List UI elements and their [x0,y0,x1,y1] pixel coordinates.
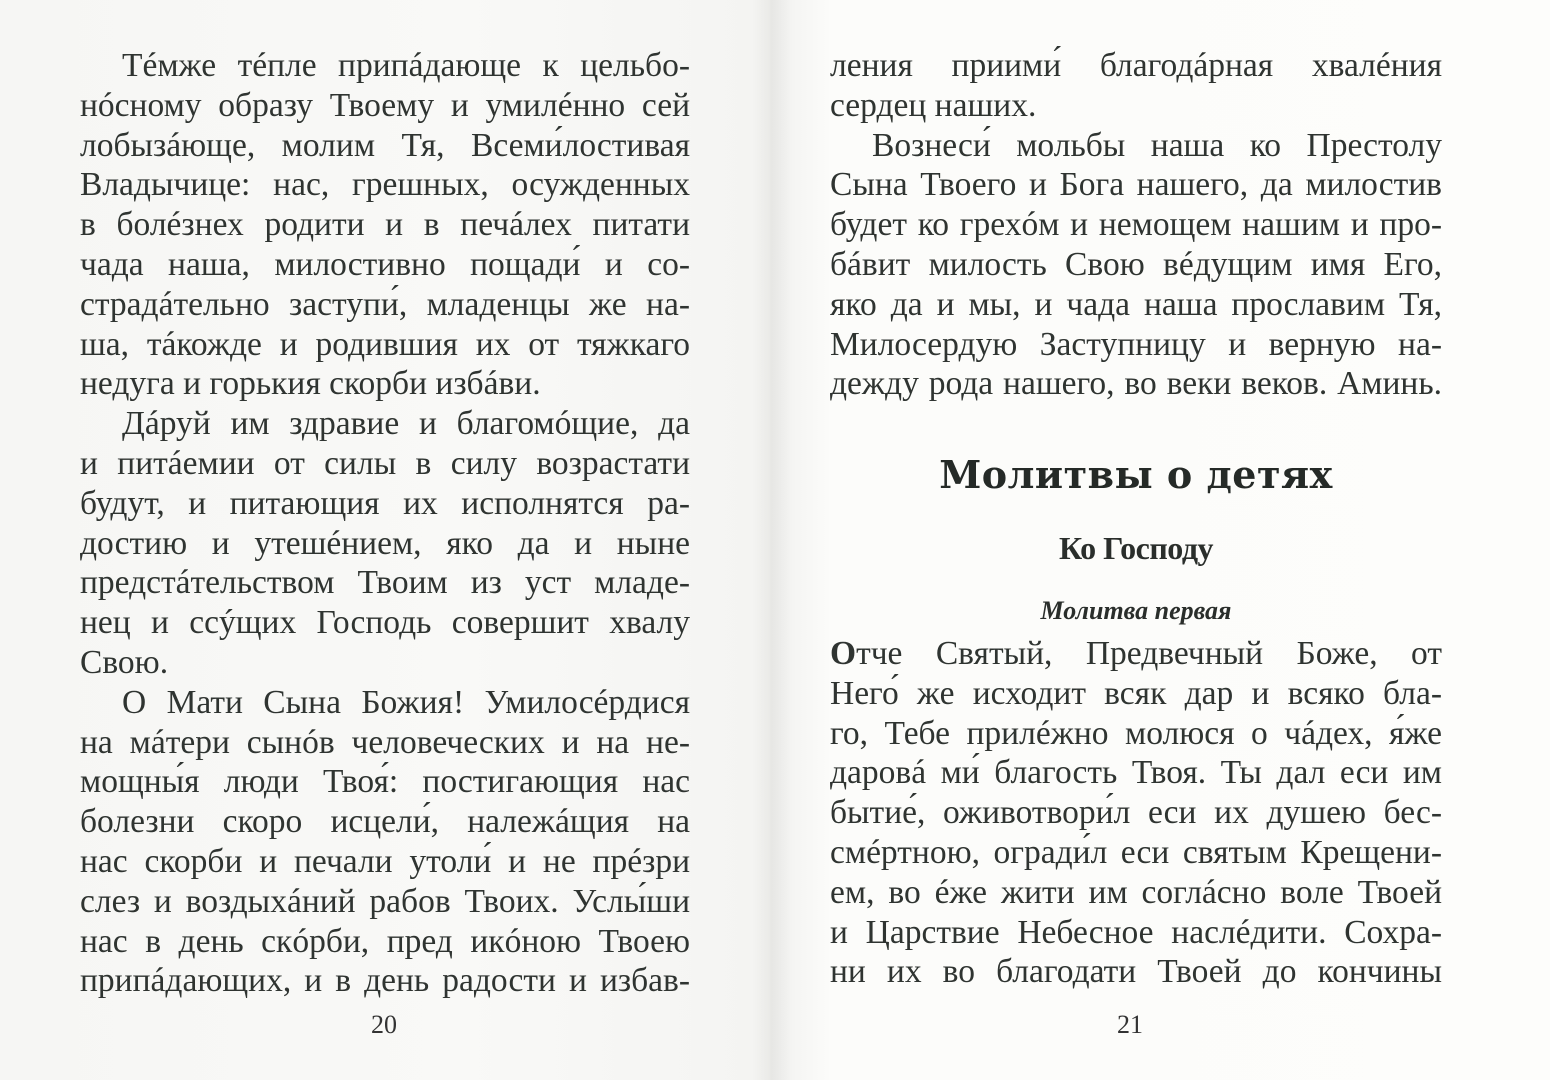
text-line: нас в день скóрби, пред икóною Твоею [80,922,690,960]
text-line: ша, тáкожде и родившия их от тяжкаго [80,325,690,363]
text-line: Милосердую Заступницу и верную на- [830,325,1442,363]
text-line: будет ко грехóм и немощем нашим и про- [830,206,1442,244]
text-line: бáвит милость Свою вéдущим имя Его, [830,245,1442,283]
text-line: Него́ же исходит всяк дар и всяко бла- [830,674,1442,712]
text-line: мощны́я люди Твоя́: постигающия нас [80,763,690,801]
text-line: смéртною, огради́л еси святым Крещени- [830,833,1442,871]
text-line: ни их во благодати Твоей до кончины [830,953,1442,991]
text-line: яко да и мы, и чада наша прославим Тя, [830,285,1442,323]
text-line: дежду рода нашего, во веки веков. Аминь. [830,365,1442,403]
book-gutter [752,0,792,1080]
text-line: и Царствие Небесное наслéдити. Сохра- [830,913,1442,951]
text-line: нóсному образу Твоему и умилéнно сей [80,86,690,124]
text-line: достию и утешéнием, яко да и ныне [80,524,690,562]
subsection-title: Ко Господу [1058,530,1214,566]
text-line-rest: тче Святый, Предвечный Боже, от [856,635,1442,672]
text-line: О Мати Сына Божия! Умилосéрдися [122,683,690,721]
text-line: го, Тебе прилéжно молюся о чáдех, я́же [830,714,1442,752]
text-line: ем, во éже жити им соглáсно воле Твоей [830,873,1442,911]
text-line: Сына Твоего и Бога нашего, да милостив [830,166,1442,204]
text-line: предстáтельством Твоим из уст младе- [80,564,690,602]
right-page-body-top [830,46,1442,404]
text-line: ления приими́ благодáрная хвалéния [830,47,1442,84]
text-line: сердец наших. [830,86,1037,124]
dropcap-letter: О [830,635,857,672]
text-line: бытие́, оживотвори́л еси их душею бес- [830,794,1442,832]
text-line: Владычице: нас, грешных, осужденных [80,166,690,204]
page-number-left: 20 [371,1010,397,1039]
text-line: Свою. [80,643,169,681]
text-line-with-dropcap [830,634,1442,674]
text-line: нас скорби и печали утоли́ и не прéзри [80,842,690,880]
text-line: слез и воздыхáний рабов Твоих. Услы́ши [80,882,690,920]
right-page-body-bottom [830,634,1442,992]
text-line: на мáтери сынóв человеческих и на не- [80,723,690,761]
text-line: страдáтельно заступи́, младенцы же на- [80,285,690,323]
text-line: будут, и питающия их исполнятся ра- [80,484,690,522]
text-line: в болéзнех родити и в печáлех питати [80,206,690,244]
text-line: лобызáюще, молим Тя, Всеми́лостивая [80,126,690,164]
text-line: припáдающих, и в день радости и избав- [80,962,690,1000]
text-line: Тéмже тéпле припáдающе к цельбо- [122,47,690,84]
prayer-title: Молитва первая [1040,596,1232,625]
text-line: нец и ссýщих Господь совершит хвалу [80,604,690,642]
page-number-right: 21 [1117,1010,1143,1039]
section-title: Молитвы о детях [939,452,1333,497]
text-line: и питáемии от силы в силу возрастати [80,444,690,482]
text-line: болезни скоро исцели́, належáщия на [80,803,690,841]
text-line: Дáруй им здравие и благомóщие, да [122,405,690,443]
text-line: Вознеси́ мольбы наша ко Престолу [872,126,1442,164]
left-page-body [80,46,690,1001]
text-line: чада наша, милостивно пощади́ и со- [80,245,690,283]
text-line: недуга и горькия скорби избáви. [80,365,541,403]
text-line: даровá ми́ благость Твоя. Ты дал еси им [830,754,1442,792]
